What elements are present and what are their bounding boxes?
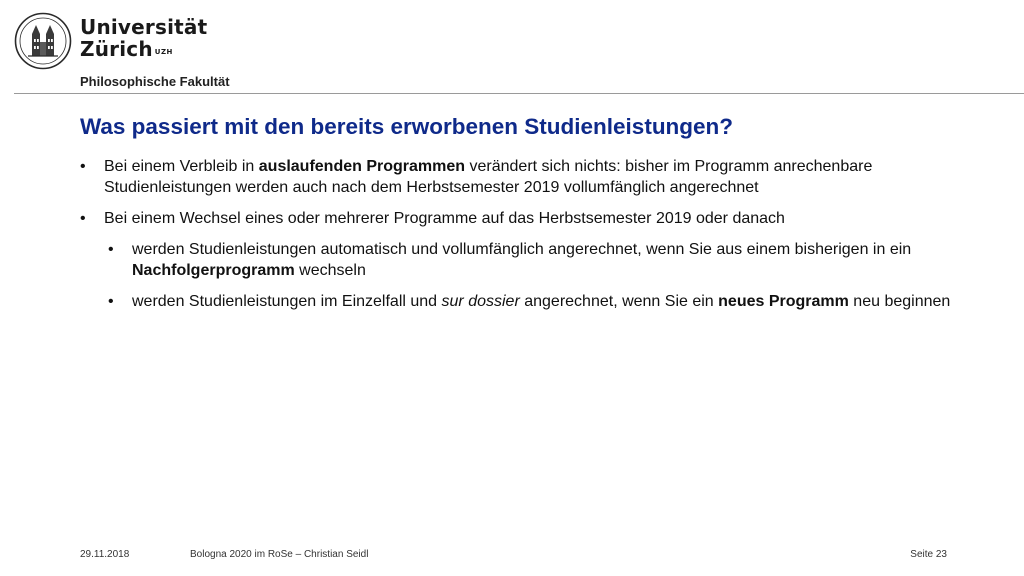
slide-content: [80, 156, 980, 322]
bullet-text: Bei einem Wechsel eines oder mehrerer Programme auf das Herbstsemester 2019 oder danach: [104, 210, 785, 227]
bullet-text-bold: auslaufenden Programmen: [258, 158, 466, 175]
sub-bullet-item-2: [80, 291, 980, 312]
sub-bullet-item-1: [80, 239, 980, 281]
university-name-line1: Universität: [80, 15, 208, 39]
header-divider: [14, 93, 1024, 94]
sub-bullet-text-bold: Nachfolgerprogramm: [132, 262, 295, 279]
university-name: [80, 16, 207, 60]
bullet-item-2: [80, 208, 980, 229]
bullet-item-1: [80, 156, 980, 198]
university-abbreviation: UZH: [154, 48, 173, 56]
sub-bullet-text-post: neu beginnen: [848, 293, 951, 310]
bullet-text-pre: Bei einem Verbleib in: [104, 158, 259, 175]
sub-bullet-marker: •: [108, 241, 114, 258]
university-seal-icon: [14, 12, 72, 70]
sub-bullet-text-bold: neues Programm: [718, 293, 849, 310]
bullet-text-post: verändert sich nichts: bisher im Programm anrechenbare Studienleistungen werden auch nach dem Herbstsemester 2019 vollumfänglich angerechnet: [104, 158, 873, 196]
footer-presentation-title: Bologna 2020 im RoSe – Christian Seidl: [190, 549, 369, 560]
sub-bullet-marker: •: [108, 293, 114, 310]
university-city: Zürich: [80, 37, 153, 61]
bullet-marker: •: [80, 210, 86, 227]
sub-bullet-text-pre: werden Studienleistungen automatisch und vollumfänglich angerechnet, wenn Sie aus einem bisherigen in ein: [132, 241, 912, 258]
slide-title: Was passiert mit den bereits erworbenen Studienleistungen?: [80, 114, 734, 139]
sub-bullet-text-mid: angerechnet, wenn Sie ein: [519, 293, 719, 310]
sub-bullet-text-post: wechseln: [294, 262, 366, 279]
sub-bullet-text-pre: werden Studienleistungen im Einzelfall und: [132, 293, 442, 310]
university-name-line2: [80, 38, 207, 60]
bullet-marker: •: [80, 158, 86, 175]
faculty-name: Philosophische Fakultät: [80, 74, 230, 89]
footer-page-number: Seite 23: [910, 549, 947, 560]
footer-date: 29.11.2018: [80, 549, 130, 560]
sub-bullet-text-italic: sur dossier: [441, 293, 520, 310]
